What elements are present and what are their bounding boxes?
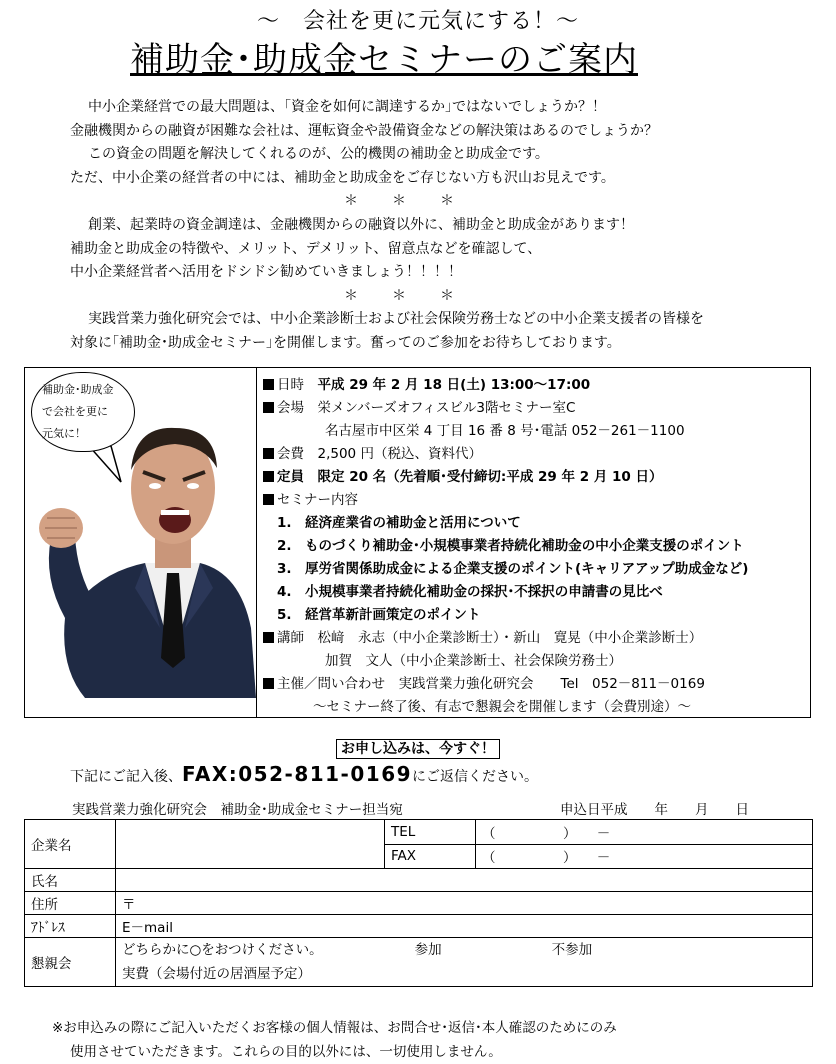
detail-lecturer-2: 加賀 文人（中小企業診断士、社会保険労務士）	[325, 653, 622, 669]
seminar-info-box	[24, 367, 811, 718]
detail-organizer: 主催／問い合わせ 実践営業力強化研究会 Tel 052－811－0169	[263, 673, 803, 696]
businessman-photo	[25, 368, 257, 717]
company-field[interactable]	[116, 820, 385, 869]
address-label: 住所	[25, 892, 116, 915]
party-no-option[interactable]: 不参加	[551, 942, 593, 958]
page-title: 補助金･助成金セミナーのご案内	[130, 40, 638, 80]
seminar-details	[263, 374, 803, 719]
intro-line: 実践営業力強化研究会では、中小企業診断士および社会保険労務士などの中小企業支援者の皆様を	[88, 311, 704, 328]
intro-line: 創業、起業時の資金調達は、金融機関からの融資以外に、補助金と助成金があります！	[88, 216, 634, 233]
header-subtitle: ～ 会社を更に元気にする！～	[256, 9, 579, 34]
company-label: 企業名	[25, 820, 116, 869]
tel-label: TEL	[385, 820, 476, 845]
speech-bubble-tail	[85, 446, 125, 486]
intro-line: この資金の問題を解決してくれるのが、公的機関の補助金と助成金です。	[88, 146, 549, 163]
application-form	[24, 819, 813, 987]
party-yes-option[interactable]: 参加	[414, 942, 442, 958]
content-item: 5. 経営革新計画策定のポイント	[277, 607, 481, 623]
intro-line: 中小企業経営者へ活用をドシドシ勧めていきましょう！！！！	[70, 264, 462, 281]
detail-content-heading: セミナー内容	[263, 489, 803, 512]
detail-venue: 会場 栄メンバーズオフィスビル3階セミナー室C	[263, 397, 803, 420]
content-item: 2. ものづくり補助金･小規模事業者持続化補助金の中小企業支援のポイント	[277, 538, 744, 554]
speech-bubble: 補助金･助成金 で会社を更に 元気に！	[31, 372, 135, 452]
address-field[interactable]: 〒	[116, 892, 813, 915]
privacy-notice: ※お申込みの際にご記入いただくお客様の個人情報は、お問合せ･返信･本人確認のためにのみ 使用させていただきます。これらの目的以外には、一切使用しません。	[52, 1020, 617, 1060]
detail-fee: 会費 2,500 円（税込、資料代）	[263, 443, 803, 466]
fax-instruction: 下記にご記入後、FAX:052-811-0169にご返信ください。	[70, 762, 539, 786]
star-divider: ＊ ＊ ＊	[344, 287, 454, 304]
detail-venue-address: 名古屋市中区栄 4 丁目 16 番 8 号･電話 052－261－1100	[325, 423, 685, 439]
content-item: 1. 経済産業省の補助金と活用について	[277, 515, 521, 531]
fax-label: FAX	[385, 844, 476, 869]
party-label: 懇親会	[25, 938, 116, 987]
email-label: ｱﾄﾞﾚｽ	[25, 915, 116, 938]
intro-line: 中小企業経営での最大問題は、｢資金を如何に調達するか｣ではないでしょうか？！	[88, 99, 606, 115]
detail-lecturer: 講師 松﨑 永志（中小企業診断士）・新山 寛晃（中小企業診断士）	[263, 627, 803, 650]
content-item: 3. 厚労省関係助成金による企業支援のポイント(キャリアアップ助成金など)	[277, 561, 749, 577]
addressee: 実践営業力強化研究会 補助金･助成金セミナー担当宛	[72, 802, 403, 818]
name-field[interactable]	[116, 869, 813, 892]
intro-line: ただ、中小企業の経営者の中には、補助金と助成金をご存じない方も沢山お見えです。	[70, 169, 615, 186]
detail-party-note: ～セミナー終了後、有志で懇親会を開催します（会費別途）～	[313, 699, 691, 715]
tel-field[interactable]: （ ） －	[476, 820, 813, 845]
application-date: 申込日平成 年 月 日	[560, 802, 749, 818]
detail-capacity: 定員 限定 20 名（先着順･受付締切:平成 29 年 2 月 10 日）	[263, 466, 803, 489]
content-item: 4. 小規模事業者持続化補助金の採択･不採択の申請書の見比べ	[277, 584, 663, 600]
detail-date: 日時 平成 29 年 2 月 18 日(土) 13:00～17:00	[263, 374, 803, 397]
intro-line: 補助金と助成金の特徴や、メリット、デメリット、留意点などを確認して、	[70, 240, 542, 257]
fax-field[interactable]: （ ） －	[476, 844, 813, 869]
star-divider: ＊ ＊ ＊	[344, 193, 454, 210]
name-label: 氏名	[25, 869, 116, 892]
intro-line: 対象に｢補助金･助成金セミナー｣を開催します。奮ってのご参加をお待ちしております。	[70, 334, 621, 351]
intro-text	[70, 96, 810, 356]
party-field[interactable]: どちらかに○をおつけください。 参加 不参加 実費（会場付近の居酒屋予定）	[116, 938, 813, 987]
email-field[interactable]: E－mail	[116, 915, 813, 938]
apply-now-banner: お申し込みは、今すぐ！	[0, 738, 836, 758]
intro-line: 金融機関からの融資が困難な会社は、運転資金や設備資金などの解決策はあるのでしょうか？	[70, 122, 658, 139]
